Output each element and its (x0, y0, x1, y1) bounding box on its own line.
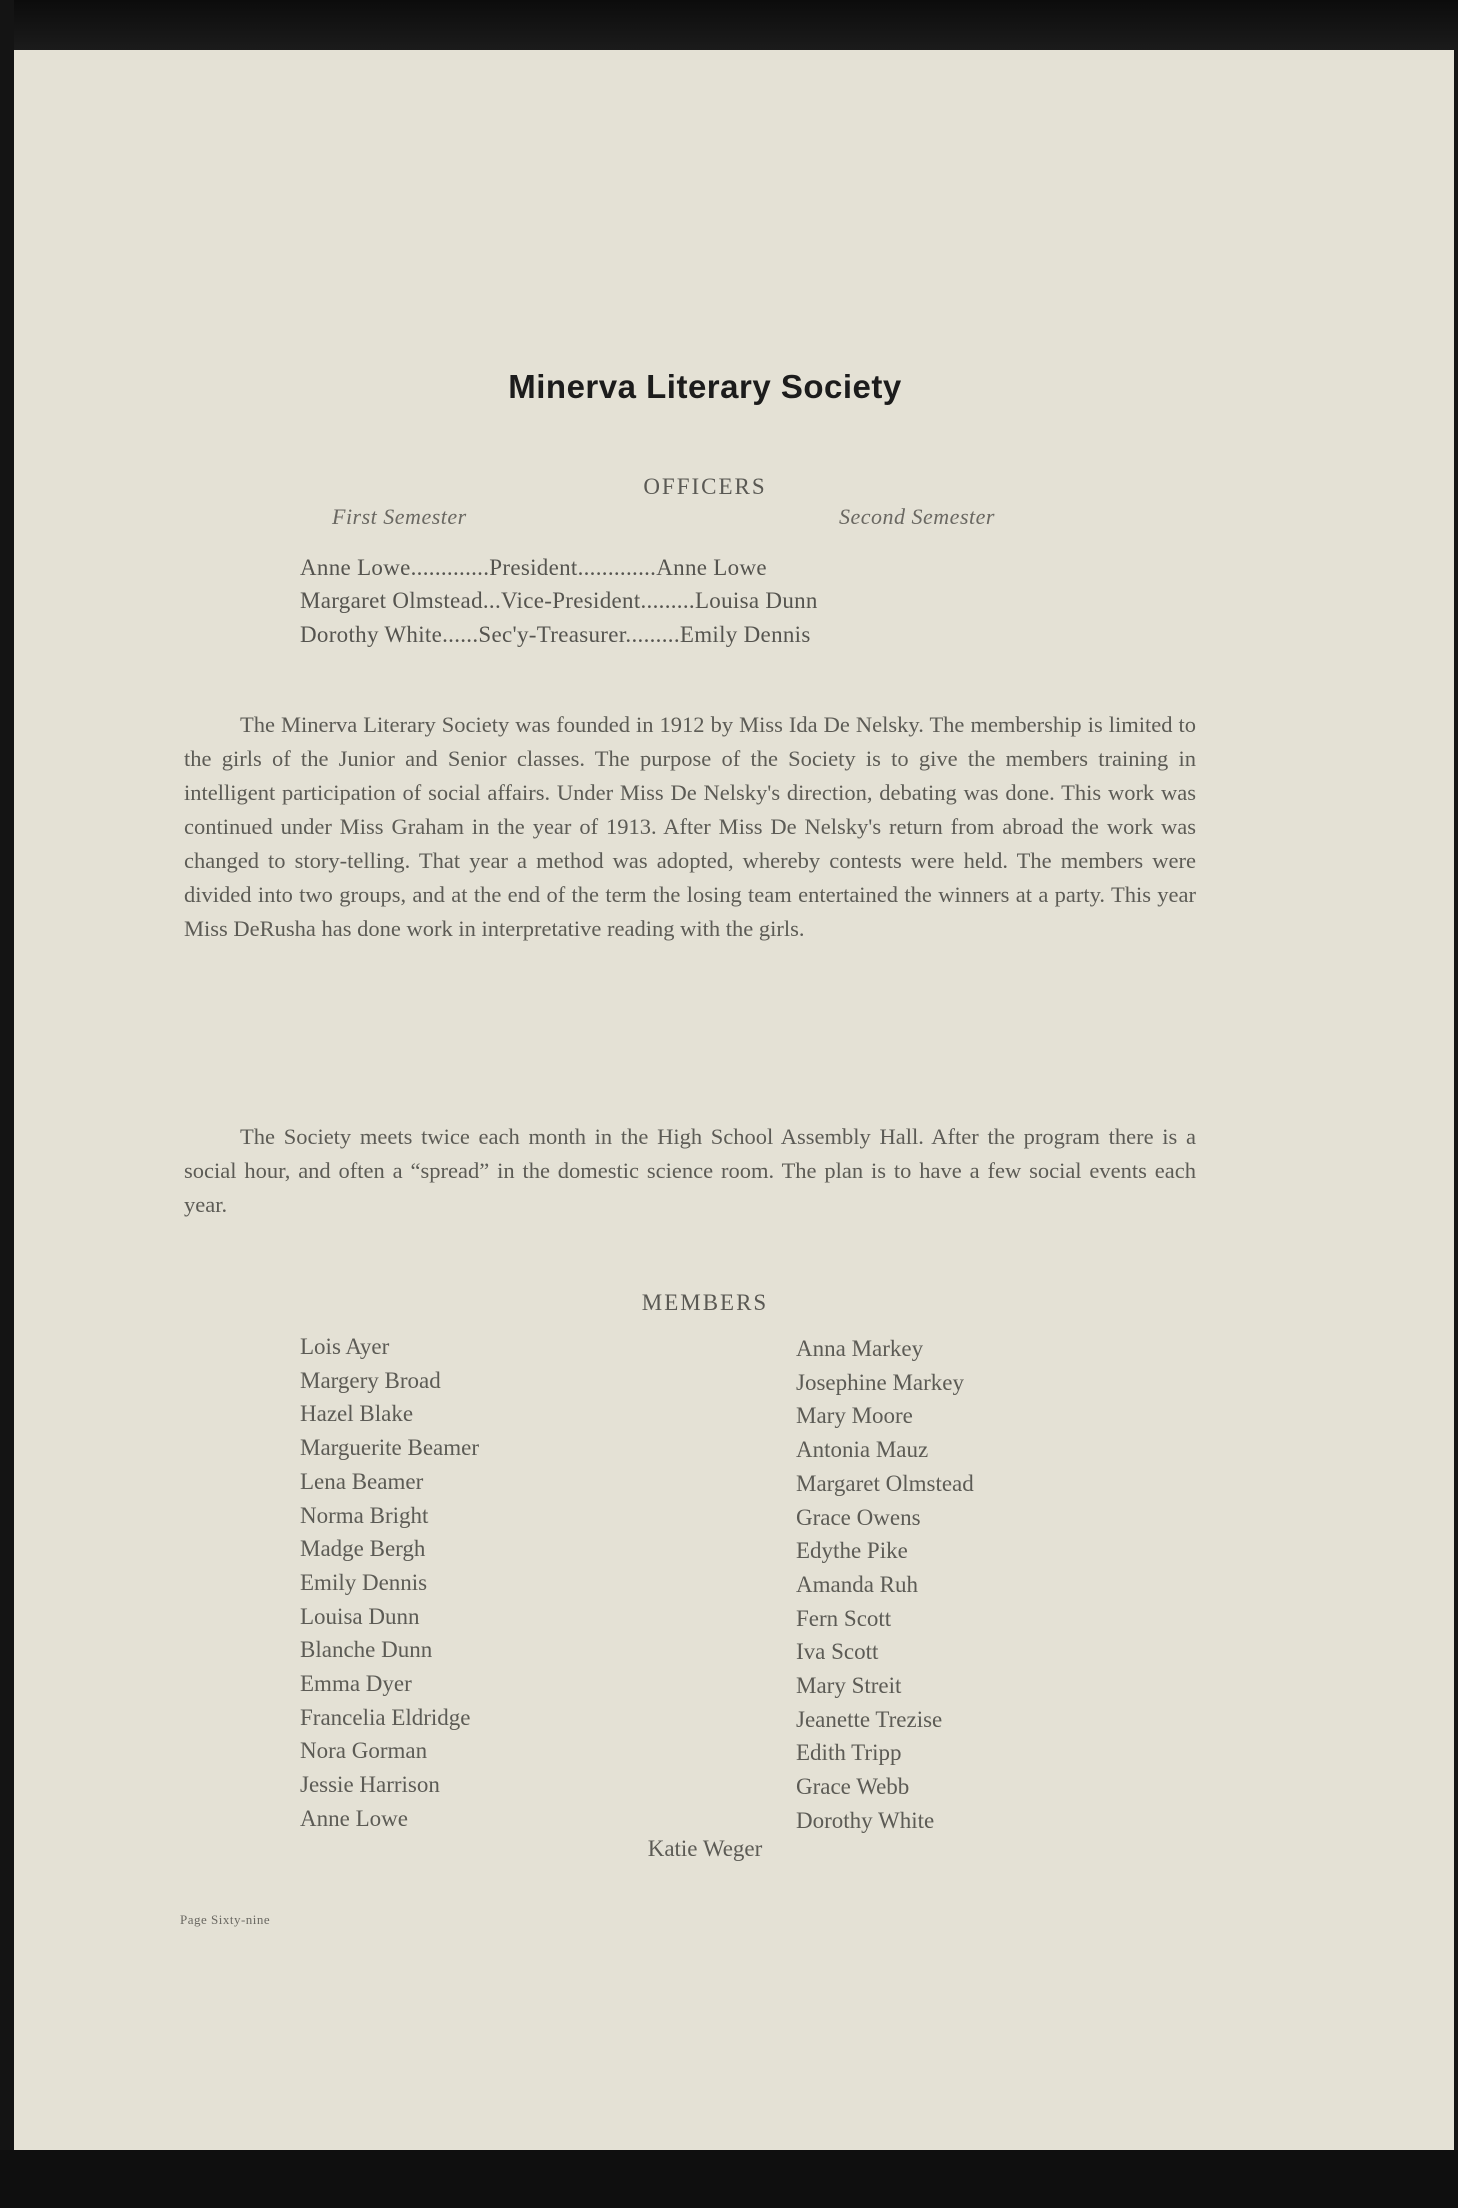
member-name: Emily Dennis (300, 1569, 428, 1595)
member-name: Antonia Mauz (796, 1437, 929, 1463)
member-name: Anna Markey (796, 1336, 924, 1361)
scan-top-border (0, 0, 1458, 50)
officer-row-vice-president: Margaret Olmstead...Vice-President.........Louisa Dunn (300, 588, 818, 613)
member-name: Iva Scott (796, 1639, 879, 1665)
member-name: Blanche Dunn (300, 1637, 433, 1663)
second-semester-label: Second Semester (839, 504, 995, 529)
scan-bottom-border (0, 2150, 1458, 2208)
member-name-centered: Katie Weger (647, 1836, 763, 1861)
members-heading: MEMBERS (641, 1290, 769, 1315)
member-name: Norma Bright (300, 1502, 429, 1528)
member-name: Grace Owens (796, 1504, 921, 1530)
member-name: Francelia Eldridge (300, 1704, 471, 1730)
member-name: Anne Lowe (300, 1805, 408, 1831)
member-name: Lois Ayer (300, 1334, 390, 1359)
member-name: Mary Moore (796, 1403, 913, 1429)
scan-left-border (0, 0, 14, 2208)
member-name: Margaret Olmstead (796, 1470, 974, 1496)
member-name: Nora Gorman (300, 1738, 428, 1764)
member-name: Jessie Harrison (300, 1772, 440, 1798)
officers-heading: OFFICERS (643, 474, 767, 499)
member-name: Louisa Dunn (300, 1603, 420, 1629)
first-semester-label: First Semester (332, 504, 467, 529)
members-list-left (300, 1330, 479, 1836)
member-name: Edith Tripp (796, 1740, 902, 1766)
member-name: Grace Webb (796, 1774, 910, 1800)
member-name: Madge Bergh (300, 1536, 426, 1562)
member-name: Edythe Pike (796, 1538, 908, 1564)
meetings-paragraph: The Society meets twice each month in the High School Assembly Hall. After the program there is a social hour, and often a “spread” in the domestic science room. The plan is to have a few social events each year. (184, 1124, 1196, 1217)
member-name: Jeanette Trezise (796, 1706, 943, 1732)
member-name: Mary Streit (796, 1673, 902, 1699)
member-name: Margery Broad (300, 1367, 441, 1393)
member-name: Josephine Markey (796, 1369, 964, 1395)
member-name: Emma Dyer (300, 1671, 412, 1697)
page-title: Minerva Literary Society (508, 368, 902, 405)
member-name: Hazel Blake (300, 1401, 414, 1427)
member-name: Dorothy White (796, 1807, 935, 1833)
scan-right-border (1454, 50, 1458, 2150)
member-name: Amanda Ruh (796, 1571, 919, 1597)
officer-row-president: Anne Lowe.............President.............Anne Lowe (300, 555, 767, 580)
member-name: Fern Scott (796, 1605, 892, 1631)
document-page (14, 50, 1454, 2150)
members-list-right (796, 1332, 974, 1838)
page-number: Page Sixty-nine (180, 1912, 271, 1927)
officer-row-secretary-treasurer: Dorothy White......Sec'y-Treasurer.........Emily Dennis (300, 622, 811, 647)
member-name: Lena Beamer (300, 1468, 424, 1494)
history-paragraph: The Minerva Literary Society was founded in 1912 by Miss Ida De Nelsky. The membership is limited to the girls of the Junior and Senior classes. The purpose of the Society is to give the members training in intelligent participation of social affairs. Under Miss De Nelsky's direction, debating was done. This work was continued under Miss Graham in the year of 1913. After Miss De Nelsky's return from abroad the work was changed to story-telling. That year a method was adopted, whereby contests were held. The members were divided into two groups, and at the end of the term the losing team entertained the winners at a party. This year Miss DeRusha has done work in interpretative reading with the girls. (184, 712, 1196, 941)
member-name: Marguerite Beamer (300, 1435, 480, 1461)
